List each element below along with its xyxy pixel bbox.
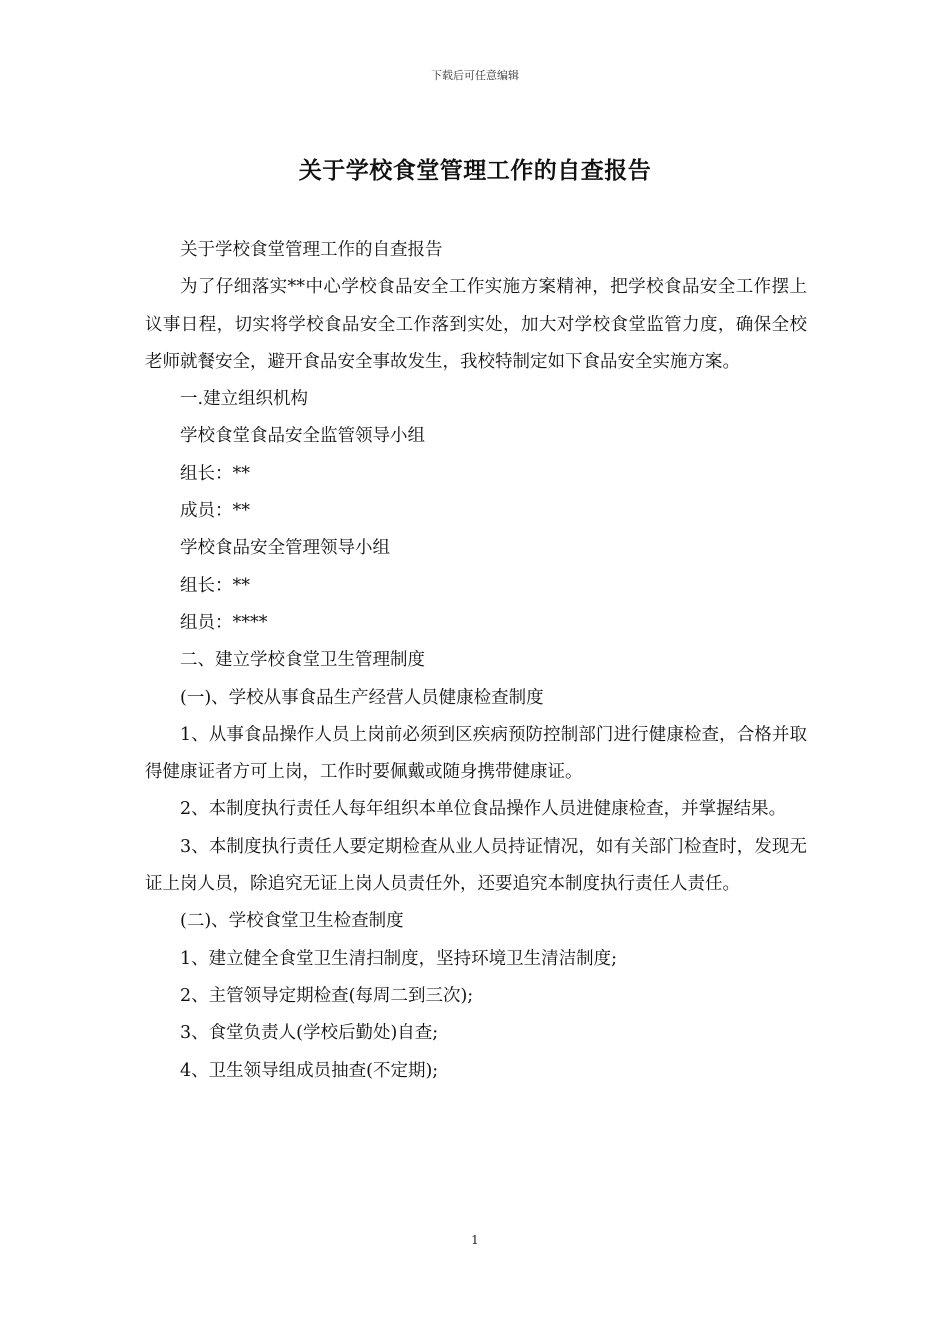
- group-members-line: 组员：****: [180, 612, 268, 633]
- list-item: 3、本制度执行责任人要定期检查从业人员持证情况，如有关部门检查时，发现无证上岗人员，除追究无证上岗人员责任外，还要追究本制度执行责任人责任。: [145, 836, 807, 895]
- page-number: 1: [471, 1233, 479, 1247]
- group-name-food-safety: 学校食品安全管理领导小组: [180, 538, 390, 559]
- list-item: 1、从事食品操作人员上岗前必须到区疾病预防控制部门进行健康检查，合格并取得健康证者方可上岗，工作时要佩戴或随身携带健康证。: [145, 724, 807, 783]
- group-leader-line: 组长：**: [180, 463, 250, 484]
- group-leader-line: 组长：**: [180, 575, 250, 596]
- paragraph-subtitle: 关于学校食堂管理工作的自查报告: [180, 240, 443, 260]
- list-item: 2、主管领导定期检查(每周二到三次);: [180, 985, 474, 1006]
- group-name-canteen-supervision: 学校食堂食品安全监管领导小组: [180, 426, 425, 447]
- paragraph-intro: 为了仔细落实**中心学校食品安全工作实施方案精神，把学校食品安全工作摆上议事日程，切实将学校食品安全工作落到实处，加大对学校食堂监管力度，确保全校老师就餐安全，避开食品安全事故发生，我校特制定如下食品安全实施方案。: [145, 277, 807, 372]
- document-title: 关于学校食堂管理工作的自查报告: [298, 157, 652, 184]
- header-note: 下载后可任意编辑: [431, 69, 519, 82]
- subsection-heading-health-check: (一)、学校从事食品生产经营人员健康检查制度: [180, 687, 544, 708]
- list-item: 4、卫生领导组成员抽查(不定期);: [180, 1060, 439, 1081]
- list-item: 3、食堂负责人(学校后勤处)自查;: [180, 1023, 439, 1044]
- group-members-line: 成员：**: [180, 501, 250, 522]
- section-heading-hygiene-rules: 二、建立学校食堂卫生管理制度: [180, 650, 425, 671]
- document-body: [145, 232, 807, 1090]
- list-item: 1、建立健全食堂卫生清扫制度，坚持环境卫生清洁制度;: [180, 948, 618, 969]
- subsection-heading-hygiene-inspection: (二)、学校食堂卫生检查制度: [180, 911, 404, 932]
- section-heading-organization: 一.建立组织机构: [180, 389, 309, 410]
- list-item: 2、本制度执行责任人每年组织本单位食品操作人员进健康检查，并掌握结果。: [180, 799, 787, 820]
